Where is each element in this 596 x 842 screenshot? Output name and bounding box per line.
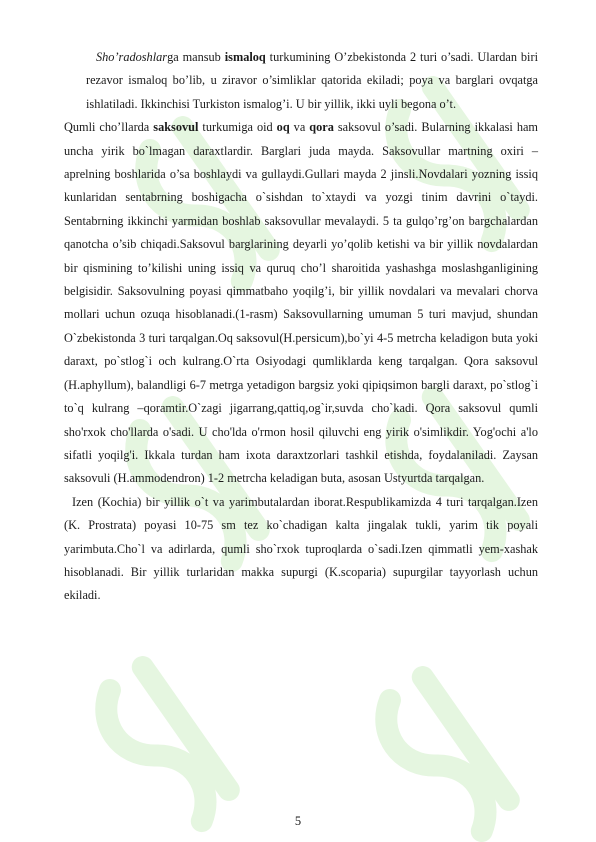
term-saksovul: saksovul [153,120,199,135]
term-shoradoshlar: Sho’radoshlar [96,50,168,64]
paragraph-saksovul [64,116,538,491]
text-span: va [289,120,310,135]
watermark-logo [92,667,235,834]
text-span: ga mansub [167,50,225,64]
text-span: turkumiga oid [198,120,277,135]
text-span: Qumli cho’llarda [64,120,154,135]
page-number: 5 [294,814,302,828]
term-ismaloq: ismaloq [224,50,266,64]
paragraph-izen: Izen (Kochia) bir yillik o`t va yarimbutalardan iborat.Respublikamizda 4 turi tarqalgan.Izen (K. Prostrata) poyasi 10-75 sm tez ko`chadigan kalta jingalak tukli, yarim tik poyali yarimbuta.Cho`l va adirlarda, qumli sho`rxok tuproqlarda o`sadi.Izen qimmatli yem-xashak hisoblanadi. Bir yillik turlaridan makka supurgi (K.scoparia) supurgilar tayyorlash uchun ekiladi. [64,494,538,603]
text-span: saksovul o’sadi. Bularning ikkalasi ham uncha yirik bo`lmagan daraxtlardir. Barglari juda mayda. Saksovullar martning oxiri – aprelning boshlarida o’sa boshlaydi va gullaydi.Gullari mayda 2 jinsli.Novdalari yozning issiq kunlaridan sentabrning boshigacha o`sishdan to`xtaydi va yozgi tinim davrini o`taydi. Sentabrning ikkinchi yarmidan boshlab saksovullar mevalaydi. 5 ta gulqo’rg’on bargchalardan qanotcha o’sib chiqadi.Saksovul barglarining deyarli yo’qolib ketishi va bir yillik novdalardan bir qismining to’kilishi uning issiq va quruq cho’l sharoitida yashashga moslashganligining belgisidir. Saksovulning poyasi qimmatbaho yoqilg’i, bir yillik novdalari va mevalari chorva mollari uchun ozuqa hisoblanadi.(1-rasm) Saksovullarning umuman 5 turi mavjud, shundan O`zbekistonda 3 turi tarqalgan.Oq saksovul(H.persicum),bo`yi 4-5 metrcha keladigon buta yoki daraxt, po`stlog`i och kulrang.O`rta Osiyodagi qumliklarda keng tarqalgan. Qora saksovul (H.aphyllum), balandligi 6-7 metrga yetadigon bargsiz yoki qipiqsimon bargli daraxt, po`stlog`i to`q kulrang –qoramtir.O`zagi jigarrang,qattiq,og`ir,suvda cho`kadi. Qora saksovul qumli sho'rxok cho'llarda o'sadi. U cho'lda o'rmon hosil qiluvchi eng yirik o'simlikdir. Yog'ochi a'lo sifatli yoqilg'i. Ikkala turdan ham ixota daraxtzorlari tashkil etishda, foydalaniladi. Zaysan saksovuli (H.ammodendron) 1-2 metrcha keladigan buta, asosan Ustyurtda tarqalgan. [64,120,538,486]
paragraph-ismaloq [64,46,538,116]
body-text [64,46,538,608]
term-oq: oq [276,120,290,135]
term-qora: qora [309,120,334,135]
text-span: turkumining O’zbekistonda 2 turi o’sadi. Ulardan biri rezavor ismaloq bo’lib, u ziravor o’simliklar qatorida ekiladi; poya va barglari ovqatga ishlatiladi. Ikkinchisi Turkiston ismalog’i. U bir yillik, ikki uyli begona o’t. [86,50,538,111]
